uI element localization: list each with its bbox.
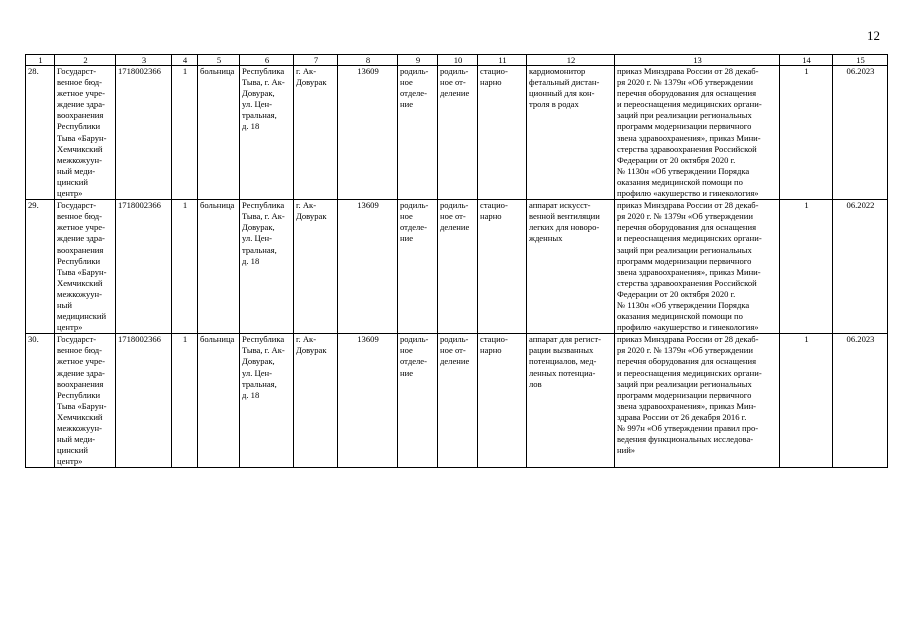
- column-header: 13: [615, 55, 780, 66]
- text-line: Хемчикский: [57, 411, 103, 422]
- text-line: стацио-: [480, 66, 508, 76]
- text-line: жетное учре-: [57, 356, 105, 367]
- column-header: 14: [780, 55, 833, 66]
- text-line: Федерации от 20 октября 2020 г.: [617, 154, 736, 165]
- table-row: [26, 200, 888, 334]
- text-line: стацио-: [480, 334, 508, 345]
- text-line: Довурак,: [242, 88, 275, 99]
- text-line: легких для новоро-: [529, 222, 600, 233]
- count-cell: 1: [780, 200, 833, 334]
- table-body: [26, 66, 888, 468]
- column-header: 6: [240, 55, 294, 66]
- text-line: жетное учре-: [57, 88, 105, 99]
- text-line: ный: [57, 299, 72, 310]
- text-line: Республики: [57, 255, 101, 266]
- text-line: заций при реализации региональных: [617, 110, 752, 121]
- text-line: родиль-: [440, 334, 469, 345]
- text-line: отделе-: [400, 356, 427, 367]
- text-line: программ модернизации первичного: [617, 389, 752, 400]
- equipment-cell: [527, 334, 615, 468]
- organization-cell: [55, 334, 116, 468]
- text-line: отделе-: [400, 88, 427, 99]
- text-line: родиль-: [440, 66, 469, 76]
- text-line: Довурак,: [242, 222, 275, 233]
- date-cell: 06.2022: [833, 200, 888, 334]
- text-line: Хемчикский: [57, 277, 103, 288]
- text-line: цинский: [57, 176, 88, 187]
- text-line: д. 18: [242, 255, 260, 266]
- address-cell: [240, 200, 294, 334]
- date-cell: 06.2023: [833, 334, 888, 468]
- department-cell: [398, 200, 438, 334]
- facility-type-cell: больница: [198, 334, 240, 468]
- text-line: тральная,: [242, 110, 277, 121]
- text-line: Республика: [242, 200, 285, 211]
- count-cell: 1: [780, 66, 833, 200]
- text-line: межкожуун-: [57, 423, 103, 433]
- column-header: 5: [198, 55, 240, 66]
- oktmo-cell: 13609: [338, 334, 398, 468]
- text-line: Довурак: [296, 345, 327, 356]
- text-line: Тыва «Барун-: [57, 132, 107, 143]
- table-row: [26, 66, 888, 200]
- text-line: тральная,: [242, 378, 277, 389]
- text-line: № 1130н «Об утверждении Порядка: [617, 165, 750, 176]
- text-line: ря 2020 г. № 1379н «Об утверждении: [617, 211, 753, 222]
- text-line: ние: [400, 367, 414, 378]
- text-line: ул. Цен-: [242, 233, 272, 244]
- text-line: перечня оборудования для оснащения: [617, 222, 757, 233]
- text-line: цинский: [57, 445, 88, 456]
- text-line: ный меди-: [57, 434, 96, 445]
- column-header: 4: [172, 55, 198, 66]
- care-mode-cell: [478, 66, 527, 200]
- text-line: центр»: [57, 456, 83, 467]
- text-line: потенциалов, мед-: [529, 356, 597, 367]
- text-line: стацио-: [480, 200, 508, 211]
- text-line: заций при реализации региональных: [617, 378, 752, 389]
- row-number-cell: 28.: [26, 66, 55, 200]
- text-line: кардиомонитор: [529, 66, 586, 76]
- city-cell: [294, 334, 338, 468]
- oktmo-cell: 13609: [338, 200, 398, 334]
- department-cell: [398, 334, 438, 468]
- quantity-cell: 1: [172, 334, 198, 468]
- text-line: заций при реализации региональных: [617, 244, 752, 255]
- text-line: межкожуун-: [57, 154, 103, 165]
- text-line: ное: [400, 345, 413, 356]
- text-line: здрава России от 26 декабря 2016 г.: [617, 411, 747, 422]
- text-line: ний»: [617, 445, 636, 456]
- equipment-cell: [527, 200, 615, 334]
- text-line: Хемчикский: [57, 143, 103, 154]
- division-cell: [438, 200, 478, 334]
- text-line: аппарат искусст-: [529, 200, 591, 211]
- text-line: № 997н «Об утверждении правил про-: [617, 423, 759, 433]
- text-line: фетальный дистан-: [529, 77, 600, 88]
- text-line: венное бюд-: [57, 345, 102, 356]
- text-line: Довурак: [296, 211, 327, 222]
- page-number: 12: [867, 28, 880, 43]
- city-cell: [294, 66, 338, 200]
- department-cell: [398, 66, 438, 200]
- text-line: Республика: [242, 66, 285, 76]
- text-line: и переоснащения медицинских органи-: [617, 99, 762, 110]
- text-line: Довурак: [296, 77, 327, 88]
- date-cell: 06.2023: [833, 66, 888, 200]
- row-number-cell: 30.: [26, 334, 55, 468]
- text-line: венное бюд-: [57, 211, 102, 222]
- equipment-cell: [527, 66, 615, 200]
- text-line: родиль-: [440, 200, 469, 211]
- text-line: ря 2020 г. № 1379н «Об утверждении: [617, 77, 753, 88]
- text-line: звена здравоохранения», приказ Мин-: [617, 400, 757, 411]
- text-line: № 1130н «Об утверждении Порядка: [617, 299, 750, 310]
- text-line: Тыва, г. Ак-: [242, 77, 285, 88]
- text-line: жетное учре-: [57, 222, 105, 233]
- text-line: профилю «акушерство и гинекология»: [617, 188, 759, 199]
- text-line: ние: [400, 99, 414, 110]
- organization-cell: [55, 200, 116, 334]
- division-cell: [438, 66, 478, 200]
- inn-cell: 1718002366: [116, 66, 172, 200]
- column-header: 3: [116, 55, 172, 66]
- text-line: г. Ак-: [296, 334, 317, 345]
- text-line: нарно: [480, 211, 502, 222]
- text-line: г. Ак-: [296, 66, 317, 76]
- text-line: Государст-: [57, 66, 97, 76]
- text-line: и переоснащения медицинских органи-: [617, 367, 762, 378]
- text-line: оказания медицинской помощи по: [617, 311, 743, 322]
- row-number-cell: 29.: [26, 200, 55, 334]
- division-cell: [438, 334, 478, 468]
- column-header: 2: [55, 55, 116, 66]
- column-header: 10: [438, 55, 478, 66]
- text-line: Республики: [57, 121, 101, 132]
- text-line: ждение здра-: [57, 367, 105, 378]
- text-line: ное от-: [440, 345, 466, 356]
- text-line: межкожуун-: [57, 288, 103, 299]
- text-line: ное: [400, 77, 413, 88]
- column-header: 8: [338, 55, 398, 66]
- text-line: д. 18: [242, 121, 260, 132]
- text-line: медицинский: [57, 311, 107, 322]
- text-line: родиль-: [400, 200, 429, 211]
- text-line: Довурак,: [242, 356, 275, 367]
- oktmo-cell: 13609: [338, 66, 398, 200]
- text-line: венное бюд-: [57, 77, 102, 88]
- text-line: Государст-: [57, 200, 97, 211]
- text-line: ние: [400, 233, 414, 244]
- address-cell: [240, 334, 294, 468]
- text-line: Тыва «Барун-: [57, 266, 107, 277]
- text-line: Тыва, г. Ак-: [242, 211, 285, 222]
- text-line: воохранения: [57, 378, 104, 389]
- legal-basis-cell: [615, 66, 780, 200]
- text-line: ждение здра-: [57, 99, 105, 110]
- text-line: центр»: [57, 188, 83, 199]
- text-line: программ модернизации первичного: [617, 255, 752, 266]
- text-line: троля в родах: [529, 99, 579, 110]
- text-line: приказ Минздрава России от 28 декаб-: [617, 66, 759, 76]
- text-line: ционный для кон-: [529, 88, 595, 99]
- text-line: родиль-: [400, 66, 429, 76]
- text-line: стерства здравоохранения Российской: [617, 277, 757, 288]
- text-line: воохранения: [57, 110, 104, 121]
- inn-cell: 1718002366: [116, 334, 172, 468]
- text-line: ное: [400, 211, 413, 222]
- text-line: рации вызванных: [529, 345, 594, 356]
- city-cell: [294, 200, 338, 334]
- text-line: приказ Минздрава России от 28 декаб-: [617, 334, 759, 345]
- text-line: приказ Минздрава России от 28 декаб-: [617, 200, 759, 211]
- text-line: звена здравоохранения», приказ Мини-: [617, 132, 761, 143]
- text-line: Тыва «Барун-: [57, 400, 107, 411]
- text-line: воохранения: [57, 244, 104, 255]
- text-line: перечня оборудования для оснащения: [617, 88, 757, 99]
- organization-cell: [55, 66, 116, 200]
- text-line: стерства здравоохранения Российской: [617, 143, 757, 154]
- text-line: Республика: [242, 334, 285, 345]
- text-line: жденных: [529, 233, 563, 244]
- text-line: нарно: [480, 345, 502, 356]
- facility-type-cell: больница: [198, 200, 240, 334]
- care-mode-cell: [478, 200, 527, 334]
- text-line: ул. Цен-: [242, 99, 272, 110]
- text-line: звена здравоохранения», приказ Мини-: [617, 266, 761, 277]
- text-line: ул. Цен-: [242, 367, 272, 378]
- table-row: [26, 334, 888, 468]
- column-header: 7: [294, 55, 338, 66]
- text-line: центр»: [57, 322, 83, 333]
- text-line: ленных потенциа-: [529, 367, 596, 378]
- text-line: деление: [440, 222, 470, 233]
- count-cell: 1: [780, 334, 833, 468]
- text-line: д. 18: [242, 389, 260, 400]
- column-header: 12: [527, 55, 615, 66]
- legal-basis-cell: [615, 334, 780, 468]
- text-line: г. Ак-: [296, 200, 317, 211]
- quantity-cell: 1: [172, 66, 198, 200]
- care-mode-cell: [478, 334, 527, 468]
- text-line: тральная,: [242, 244, 277, 255]
- quantity-cell: 1: [172, 200, 198, 334]
- text-line: Государст-: [57, 334, 97, 345]
- text-line: программ модернизации первичного: [617, 121, 752, 132]
- text-line: оказания медицинской помощи по: [617, 176, 743, 187]
- text-line: и переоснащения медицинских органи-: [617, 233, 762, 244]
- text-line: ное от-: [440, 77, 466, 88]
- text-line: перечня оборудования для оснащения: [617, 356, 757, 367]
- text-line: нарно: [480, 77, 502, 88]
- text-line: венной вентиляции: [529, 211, 600, 222]
- text-line: ря 2020 г. № 1379н «Об утверждении: [617, 345, 753, 356]
- text-line: отделе-: [400, 222, 427, 233]
- text-line: лов: [529, 378, 542, 389]
- address-cell: [240, 66, 294, 200]
- legal-basis-cell: [615, 200, 780, 334]
- text-line: профилю «акушерство и гинекология»: [617, 322, 759, 333]
- text-line: ное от-: [440, 211, 466, 222]
- inn-cell: 1718002366: [116, 200, 172, 334]
- text-line: Тыва, г. Ак-: [242, 345, 285, 356]
- text-line: Федерации от 20 октября 2020 г.: [617, 288, 736, 299]
- column-header: 1: [26, 55, 55, 66]
- text-line: Республики: [57, 389, 101, 400]
- header-row: [26, 55, 888, 66]
- equipment-table: [25, 54, 888, 468]
- text-line: ведения функциональных исследова-: [617, 434, 754, 445]
- text-line: аппарат для регист-: [529, 334, 601, 345]
- text-line: деление: [440, 356, 470, 367]
- text-line: ждение здра-: [57, 233, 105, 244]
- text-line: деление: [440, 88, 470, 99]
- column-header: 15: [833, 55, 888, 66]
- column-header: 11: [478, 55, 527, 66]
- text-line: ный меди-: [57, 165, 96, 176]
- text-line: родиль-: [400, 334, 429, 345]
- facility-type-cell: больница: [198, 66, 240, 200]
- column-header: 9: [398, 55, 438, 66]
